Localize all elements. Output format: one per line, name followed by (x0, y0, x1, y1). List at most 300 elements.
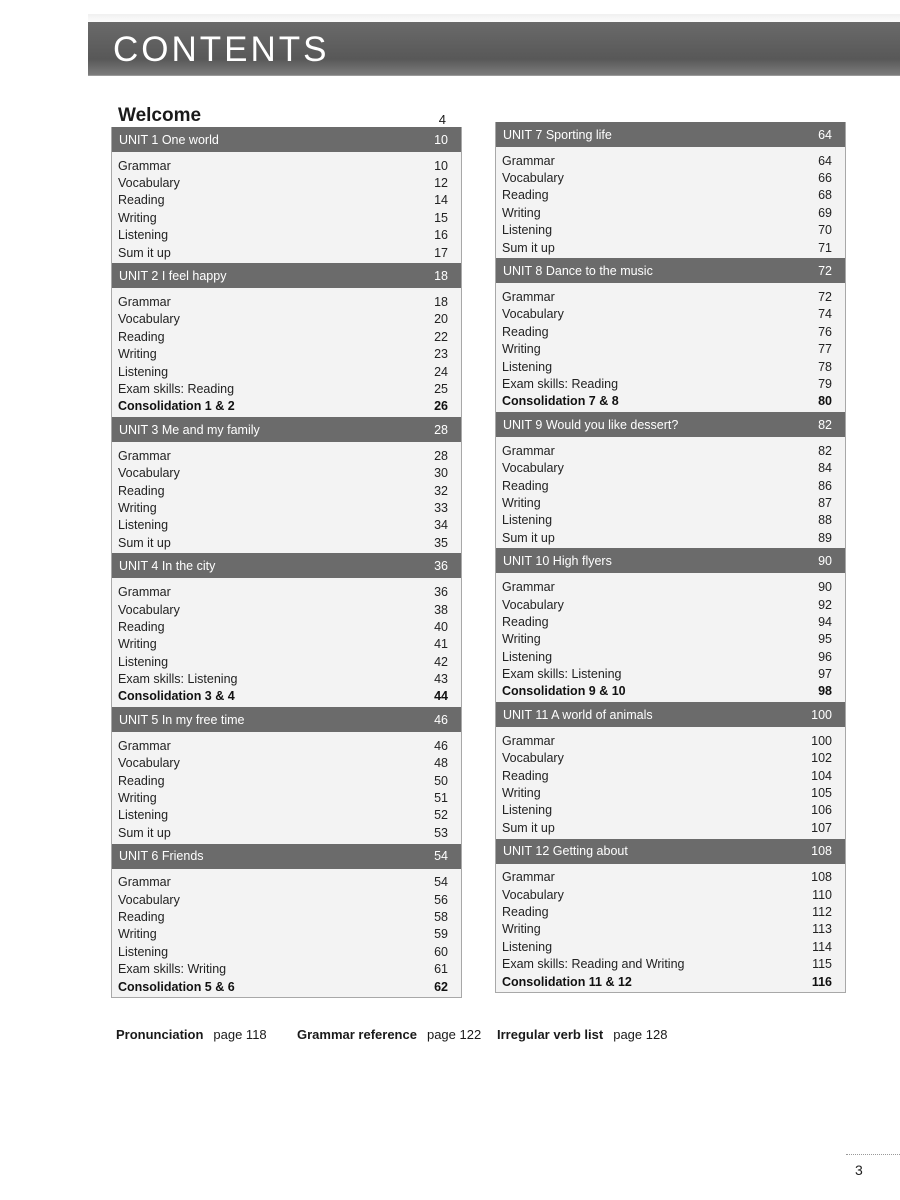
unit-page: 64 (818, 127, 832, 142)
item-page: 25 (434, 381, 448, 396)
list-item[interactable] (118, 772, 448, 789)
list-item[interactable] (502, 973, 832, 990)
page-number: 3 (855, 1162, 863, 1178)
item-page: 68 (818, 188, 832, 203)
item-page: 71 (818, 240, 832, 255)
item-page: 28 (434, 448, 448, 463)
item-page: 106 (811, 803, 832, 818)
list-item[interactable] (118, 192, 448, 209)
left-column (111, 100, 462, 998)
item-label: Exam skills: Reading and Writing (502, 957, 685, 972)
item-label: Consolidation 9 & 10 (502, 684, 626, 699)
item-page: 72 (818, 290, 832, 305)
list-item[interactable] (502, 341, 832, 358)
item-label: Reading (502, 188, 549, 203)
unit-items (496, 437, 845, 548)
list-item[interactable] (502, 683, 832, 700)
item-label: Writing (502, 922, 541, 937)
list-item[interactable] (502, 921, 832, 938)
item-label: Reading (118, 909, 165, 924)
unit-header[interactable] (112, 127, 461, 152)
list-item[interactable] (118, 891, 448, 908)
item-label: Reading (502, 904, 549, 919)
unit-header[interactable] (112, 553, 461, 578)
list-item[interactable] (502, 784, 832, 801)
item-label: Listening (118, 518, 169, 533)
item-label: Writing (118, 637, 157, 652)
list-item[interactable] (502, 750, 832, 767)
item-page: 24 (434, 364, 448, 379)
item-label: Vocabulary (118, 756, 180, 771)
item-page: 32 (434, 483, 448, 498)
item-page: 114 (812, 939, 832, 954)
item-label: Vocabulary (502, 307, 564, 322)
item-label: Listening (502, 513, 553, 528)
footer-label: Irregular verb list (497, 1027, 604, 1042)
item-page: 10 (434, 158, 448, 173)
list-item[interactable] (118, 380, 448, 397)
item-label: Grammar (502, 153, 555, 168)
list-item[interactable] (502, 169, 832, 186)
list-item[interactable] (502, 903, 832, 920)
list-item[interactable] (118, 653, 448, 670)
unit-title: UNIT 10 High flyers (503, 553, 612, 568)
unit-items (496, 573, 845, 702)
list-item[interactable] (118, 789, 448, 806)
unit-page: 10 (434, 132, 448, 147)
item-label: Sum it up (502, 530, 555, 545)
list-item[interactable] (118, 482, 448, 499)
item-page: 74 (818, 307, 832, 322)
item-page: 12 (434, 176, 448, 191)
item-page: 36 (434, 585, 448, 600)
unit-header[interactable] (496, 548, 845, 573)
item-page: 78 (818, 359, 832, 374)
item-page: 98 (818, 684, 832, 699)
list-item[interactable] (118, 688, 448, 705)
item-page: 30 (434, 466, 448, 481)
list-item[interactable] (502, 631, 832, 648)
item-page: 94 (818, 614, 832, 629)
item-page: 70 (818, 223, 832, 238)
item-label: Writing (502, 786, 541, 801)
item-page: 90 (818, 580, 832, 595)
list-item[interactable] (502, 288, 832, 305)
list-item[interactable] (118, 227, 448, 244)
item-page: 96 (818, 649, 832, 664)
unit-page: 46 (434, 712, 448, 727)
item-page: 52 (434, 808, 448, 823)
item-label: Listening (502, 939, 553, 954)
list-item[interactable] (118, 328, 448, 345)
item-label: Vocabulary (502, 597, 564, 612)
list-item[interactable] (118, 534, 448, 551)
unit-header[interactable] (496, 839, 845, 864)
list-item[interactable] (502, 955, 832, 972)
list-item[interactable] (118, 824, 448, 841)
footer-page: page 118 (213, 1027, 267, 1042)
list-item[interactable] (502, 306, 832, 323)
footer-pronunciation[interactable] (116, 1027, 267, 1042)
list-item[interactable] (502, 187, 832, 204)
item-page: 26 (434, 399, 448, 414)
item-page: 48 (434, 756, 448, 771)
list-item[interactable] (502, 204, 832, 221)
unit-title: UNIT 7 Sporting life (503, 127, 612, 142)
list-item[interactable] (502, 494, 832, 511)
list-item[interactable] (502, 767, 832, 784)
unit-title: UNIT 3 Me and my family (119, 422, 260, 437)
item-page: 76 (818, 324, 832, 339)
list-item[interactable] (502, 886, 832, 903)
list-item[interactable] (118, 618, 448, 635)
item-label: Grammar (118, 875, 171, 890)
item-label: Consolidation 1 & 2 (118, 399, 235, 414)
item-page: 66 (818, 171, 832, 186)
list-item[interactable] (118, 737, 448, 754)
item-page: 56 (434, 892, 448, 907)
item-label: Listening (118, 364, 169, 379)
item-page: 20 (434, 312, 448, 327)
item-page: 22 (434, 329, 448, 344)
item-label: Listening (118, 808, 169, 823)
unit-items (112, 732, 461, 843)
list-item[interactable] (502, 152, 832, 169)
item-label: Grammar (502, 290, 555, 305)
item-label: Exam skills: Writing (118, 962, 227, 977)
item-label: Writing (118, 927, 157, 942)
item-page: 100 (811, 733, 832, 748)
list-item[interactable] (118, 464, 448, 481)
item-label: Grammar (502, 870, 555, 885)
item-label: Consolidation 3 & 4 (118, 689, 235, 704)
list-item[interactable] (118, 174, 448, 191)
unit-title: UNIT 6 Friends (119, 849, 204, 863)
unit-header[interactable] (112, 707, 461, 732)
list-item[interactable] (502, 239, 832, 256)
list-item[interactable] (118, 978, 448, 995)
item-page: 23 (434, 347, 448, 362)
item-page: 16 (434, 228, 448, 243)
item-page: 54 (434, 875, 448, 890)
list-item[interactable] (118, 244, 448, 261)
unit-page: 54 (434, 849, 448, 863)
list-item[interactable] (118, 943, 448, 960)
item-label: Reading (502, 324, 549, 339)
list-item[interactable] (118, 346, 448, 363)
footer-label: Grammar reference (297, 1027, 417, 1042)
item-page: 77 (818, 342, 832, 357)
item-page: 116 (811, 974, 832, 989)
item-page: 84 (818, 461, 832, 476)
page-number-rule (846, 1154, 900, 1155)
list-item[interactable] (118, 157, 448, 174)
item-label: Writing (118, 500, 157, 515)
item-label: Listening (502, 649, 553, 664)
list-item[interactable] (502, 648, 832, 665)
item-page: 97 (818, 667, 832, 682)
item-page: 38 (434, 602, 448, 617)
item-page: 107 (811, 820, 832, 835)
list-item[interactable] (502, 665, 832, 682)
unit-items (112, 152, 461, 263)
footer-page: page 128 (613, 1027, 668, 1042)
item-page: 59 (434, 927, 448, 942)
footer-label: Pronunciation (116, 1027, 204, 1042)
list-item[interactable] (118, 293, 448, 310)
list-item[interactable] (502, 819, 832, 836)
item-label: Grammar (502, 733, 555, 748)
item-label: Consolidation 7 & 8 (502, 394, 619, 409)
page-title: CONTENTS (113, 30, 330, 69)
item-page: 58 (434, 909, 448, 924)
unit-header[interactable] (112, 844, 461, 869)
contents-banner (88, 22, 900, 76)
list-item[interactable] (502, 459, 832, 476)
list-item[interactable] (502, 222, 832, 239)
item-label: Listening (118, 228, 169, 243)
item-label: Vocabulary (118, 312, 180, 327)
item-page: 79 (818, 376, 832, 391)
list-item[interactable] (502, 393, 832, 410)
welcome-page: 4 (438, 112, 446, 127)
list-item[interactable] (118, 908, 448, 925)
item-page: 50 (434, 773, 448, 788)
item-label: Listening (118, 944, 169, 959)
item-label: Listening (502, 223, 553, 238)
unit-page: 90 (818, 553, 832, 568)
list-item[interactable] (118, 311, 448, 328)
item-label: Exam skills: Listening (118, 672, 238, 687)
unit-title: UNIT 11 A world of animals (503, 707, 653, 722)
item-label: Vocabulary (502, 751, 564, 766)
list-item[interactable] (118, 926, 448, 943)
list-item[interactable] (118, 960, 448, 977)
list-item[interactable] (502, 732, 832, 749)
item-page: 88 (818, 513, 832, 528)
list-item[interactable] (118, 670, 448, 687)
item-page: 104 (811, 768, 832, 783)
item-label: Listening (502, 803, 553, 818)
footer-grammar-reference[interactable] (297, 1027, 481, 1042)
item-label: Vocabulary (502, 171, 564, 186)
right-column (495, 122, 846, 993)
item-page: 112 (812, 904, 832, 919)
item-label: Writing (502, 205, 541, 220)
item-page: 89 (818, 530, 832, 545)
item-page: 69 (818, 205, 832, 220)
item-page: 64 (818, 153, 832, 168)
list-item[interactable] (118, 874, 448, 891)
item-label: Sum it up (118, 245, 171, 260)
unit-header[interactable] (496, 122, 845, 147)
list-item[interactable] (118, 601, 448, 618)
list-item[interactable] (502, 596, 832, 613)
item-page: 51 (434, 791, 448, 806)
item-page: 53 (434, 825, 448, 840)
list-item[interactable] (502, 802, 832, 819)
list-item[interactable] (502, 477, 832, 494)
list-item[interactable] (502, 938, 832, 955)
unit-items (112, 869, 461, 998)
item-page: 87 (818, 495, 832, 510)
list-item[interactable] (502, 578, 832, 595)
list-item[interactable] (502, 375, 832, 392)
item-page: 110 (812, 887, 832, 902)
item-page: 33 (434, 500, 448, 515)
unit-items (112, 442, 461, 553)
unit-header[interactable] (496, 412, 845, 437)
item-label: Exam skills: Reading (502, 376, 619, 391)
welcome-label: Welcome (118, 105, 202, 126)
item-label: Grammar (118, 448, 171, 463)
item-label: Sum it up (502, 820, 555, 835)
item-label: Writing (118, 347, 157, 362)
item-label: Vocabulary (502, 887, 564, 902)
list-item[interactable] (502, 323, 832, 340)
unit-header[interactable] (112, 263, 461, 288)
item-label: Reading (502, 768, 549, 783)
item-label: Writing (502, 495, 541, 510)
item-label: Grammar (118, 158, 171, 173)
item-page: 60 (434, 944, 448, 959)
item-label: Sum it up (502, 240, 555, 255)
unit-title: UNIT 8 Dance to the music (503, 263, 653, 278)
item-label: Consolidation 11 & 12 (502, 974, 632, 989)
item-page: 42 (434, 654, 448, 669)
item-label: Writing (502, 342, 541, 357)
item-page: 43 (434, 672, 448, 687)
list-item[interactable] (502, 869, 832, 886)
item-page: 86 (818, 478, 832, 493)
item-page: 35 (434, 535, 448, 550)
list-item[interactable] (118, 363, 448, 380)
item-label: Writing (118, 210, 157, 225)
item-page: 108 (811, 870, 832, 885)
item-label: Exam skills: Listening (502, 667, 622, 682)
item-page: 62 (434, 979, 448, 994)
list-item[interactable] (118, 398, 448, 415)
item-label: Grammar (502, 580, 555, 595)
item-label: Grammar (502, 443, 555, 458)
list-item[interactable] (118, 636, 448, 653)
unit-items (496, 864, 845, 993)
item-page: 14 (434, 193, 448, 208)
item-label: Listening (118, 654, 169, 669)
item-page: 15 (434, 210, 448, 225)
unit-header[interactable] (496, 702, 845, 727)
item-label: Writing (118, 791, 157, 806)
item-label: Reading (118, 329, 165, 344)
footer-irregular-verb-list[interactable] (497, 1027, 667, 1042)
item-label: Vocabulary (118, 466, 180, 481)
item-label: Reading (502, 478, 549, 493)
item-label: Reading (118, 773, 165, 788)
list-item[interactable] (118, 499, 448, 516)
item-label: Vocabulary (118, 602, 180, 617)
unit-page: 108 (811, 844, 832, 858)
item-label: Reading (118, 483, 165, 498)
unit-title: UNIT 4 In the city (119, 558, 216, 573)
unit-page: 28 (434, 422, 448, 437)
welcome-row[interactable] (111, 100, 462, 127)
item-label: Grammar (118, 295, 171, 310)
unit-items (112, 288, 461, 417)
item-page: 80 (818, 394, 832, 409)
item-page: 102 (811, 751, 832, 766)
item-label: Grammar (118, 585, 171, 600)
list-item[interactable] (118, 807, 448, 824)
unit-items (496, 727, 845, 838)
item-page: 44 (434, 689, 448, 704)
item-label: Vocabulary (118, 176, 180, 191)
unit-title: UNIT 5 In my free time (119, 712, 245, 727)
item-page: 95 (818, 632, 832, 647)
item-page: 113 (812, 922, 832, 937)
item-label: Sum it up (118, 825, 171, 840)
left-unit-panel (111, 127, 462, 998)
unit-items (496, 147, 845, 258)
item-page: 17 (434, 245, 448, 260)
item-label: Writing (502, 632, 541, 647)
item-label: Sum it up (118, 535, 171, 550)
unit-page: 36 (434, 558, 448, 573)
unit-header[interactable] (496, 258, 845, 283)
list-item[interactable] (118, 583, 448, 600)
list-item[interactable] (502, 529, 832, 546)
unit-page: 100 (811, 707, 832, 722)
item-label: Vocabulary (502, 461, 564, 476)
unit-page: 72 (818, 263, 832, 278)
list-item[interactable] (502, 442, 832, 459)
right-unit-panel (495, 122, 846, 993)
item-label: Vocabulary (118, 892, 180, 907)
item-label: Consolidation 5 & 6 (118, 979, 235, 994)
unit-title: UNIT 1 One world (119, 132, 219, 147)
footer-page: page 122 (426, 1027, 482, 1042)
item-label: Reading (118, 193, 165, 208)
item-page: 18 (434, 295, 448, 310)
unit-title: UNIT 2 I feel happy (119, 268, 227, 283)
item-page: 40 (434, 619, 448, 634)
unit-title: UNIT 12 Getting about (503, 844, 628, 858)
item-page: 61 (434, 962, 448, 977)
item-label: Exam skills: Reading (118, 381, 235, 396)
list-item[interactable] (118, 447, 448, 464)
item-page: 105 (811, 786, 832, 801)
unit-items (112, 578, 461, 707)
item-label: Reading (502, 614, 549, 629)
item-page: 46 (434, 738, 448, 753)
item-label: Reading (118, 619, 165, 634)
list-item[interactable] (118, 517, 448, 534)
list-item[interactable] (118, 209, 448, 226)
unit-items (496, 283, 845, 412)
item-label: Listening (502, 359, 553, 374)
list-item[interactable] (118, 755, 448, 772)
unit-page: 82 (818, 417, 832, 432)
unit-header[interactable] (112, 417, 461, 442)
item-page: 34 (434, 518, 448, 533)
item-page: 92 (818, 597, 832, 612)
item-page: 115 (812, 957, 832, 972)
list-item[interactable] (502, 358, 832, 375)
item-page: 41 (434, 637, 448, 652)
list-item[interactable] (502, 512, 832, 529)
item-label: Grammar (118, 738, 171, 753)
item-page: 82 (818, 443, 832, 458)
list-item[interactable] (502, 613, 832, 630)
